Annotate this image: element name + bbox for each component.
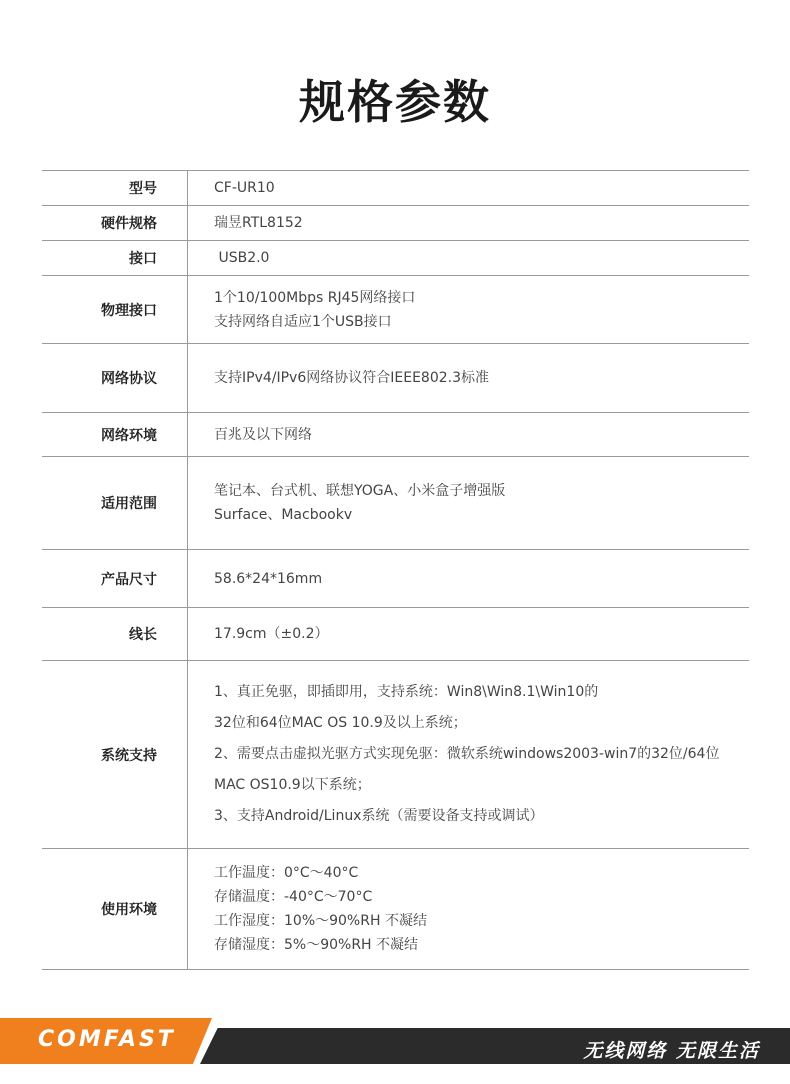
spec-value (188, 171, 749, 205)
spec-row-os-support (42, 661, 749, 849)
spec-value (188, 849, 749, 969)
spec-row-physical-interface (42, 276, 749, 344)
spec-value-line: 百兆及以下网络 (214, 426, 312, 443)
spec-row-cable-length (42, 608, 749, 661)
spec-row-environment (42, 849, 749, 970)
spec-value (188, 608, 749, 660)
spec-value-line: 支持网络自适应1个USB接口 (214, 313, 392, 330)
spec-value-line: Surface、Macbookv (214, 507, 353, 523)
spec-value-line: CF-UR10 (214, 180, 275, 196)
spec-value (188, 276, 749, 343)
spec-value-line: 58.6*24*16mm (214, 570, 323, 587)
footer-banner (0, 1018, 790, 1064)
spec-table (42, 170, 749, 970)
spec-value (188, 206, 749, 240)
spec-label: 适用范围 (42, 457, 188, 549)
spec-value (188, 457, 749, 549)
slogan-text: 无线网络 无限生活 (583, 1040, 760, 1062)
spec-value (188, 344, 749, 412)
spec-value (188, 413, 749, 456)
spec-label: 接口 (42, 241, 188, 275)
spec-value-line: 存储温度：-40°C～70°C (214, 889, 373, 905)
spec-value (188, 550, 749, 607)
spec-value-line: 2、需要点击虚拟光驱方式实现免驱：微软系统windows2003-win7的32位/64位 (214, 746, 720, 762)
spec-value-line: 存储湿度：5%～90%RH 不凝结 (214, 937, 419, 953)
spec-label: 硬件规格 (42, 206, 188, 240)
spec-value-line: 17.9cm（±0.2） (214, 626, 329, 642)
spec-label: 型号 (42, 171, 188, 205)
spec-value-line: USB2.0 (214, 250, 270, 266)
spec-value-line: 笔记本、台式机、联想YOGA、小米盒子增强版 (214, 483, 506, 499)
spec-value-line: 3、支持Android/Linux系统（需要设备支持或调试） (214, 808, 544, 824)
spec-row-compatibility (42, 457, 749, 550)
spec-value-line: 工作湿度：10%～90%RH 不凝结 (214, 913, 427, 929)
spec-row-hardware (42, 206, 749, 241)
spec-label: 网络环境 (42, 413, 188, 456)
spec-value-line: MAC OS10.9以下系统； (214, 777, 371, 793)
spec-value-line: 工作温度：0°C～40°C (214, 865, 359, 881)
spec-value-line: 1、真正免驱，即插即用，支持系统：Win8\Win8.1\Win10的 (214, 684, 599, 700)
brand-logo: COMFAST (38, 1027, 176, 1052)
spec-label: 网络协议 (42, 344, 188, 412)
spec-row-dimensions (42, 550, 749, 608)
spec-label: 系统支持 (42, 661, 188, 848)
page-title: 规格参数 (299, 75, 491, 129)
spec-value-line: 支持IPv4/IPv6网络协议符合IEEE802.3标准 (214, 370, 489, 386)
spec-value (188, 661, 749, 848)
spec-row-model (42, 171, 749, 206)
spec-value-line: 瑞昱RTL8152 (214, 215, 303, 231)
spec-row-protocol (42, 344, 749, 413)
spec-label: 物理接口 (42, 276, 188, 343)
spec-value (188, 241, 749, 275)
spec-label: 线长 (42, 608, 188, 660)
spec-row-interface (42, 241, 749, 276)
spec-row-network-env (42, 413, 749, 457)
spec-value-line: 1个10/100Mbps RJ45网络接口 (214, 289, 416, 306)
spec-label: 产品尺寸 (42, 550, 188, 607)
spec-value-line: 32位和64位MAC OS 10.9及以上系统； (214, 715, 467, 731)
spec-label: 使用环境 (42, 849, 188, 969)
